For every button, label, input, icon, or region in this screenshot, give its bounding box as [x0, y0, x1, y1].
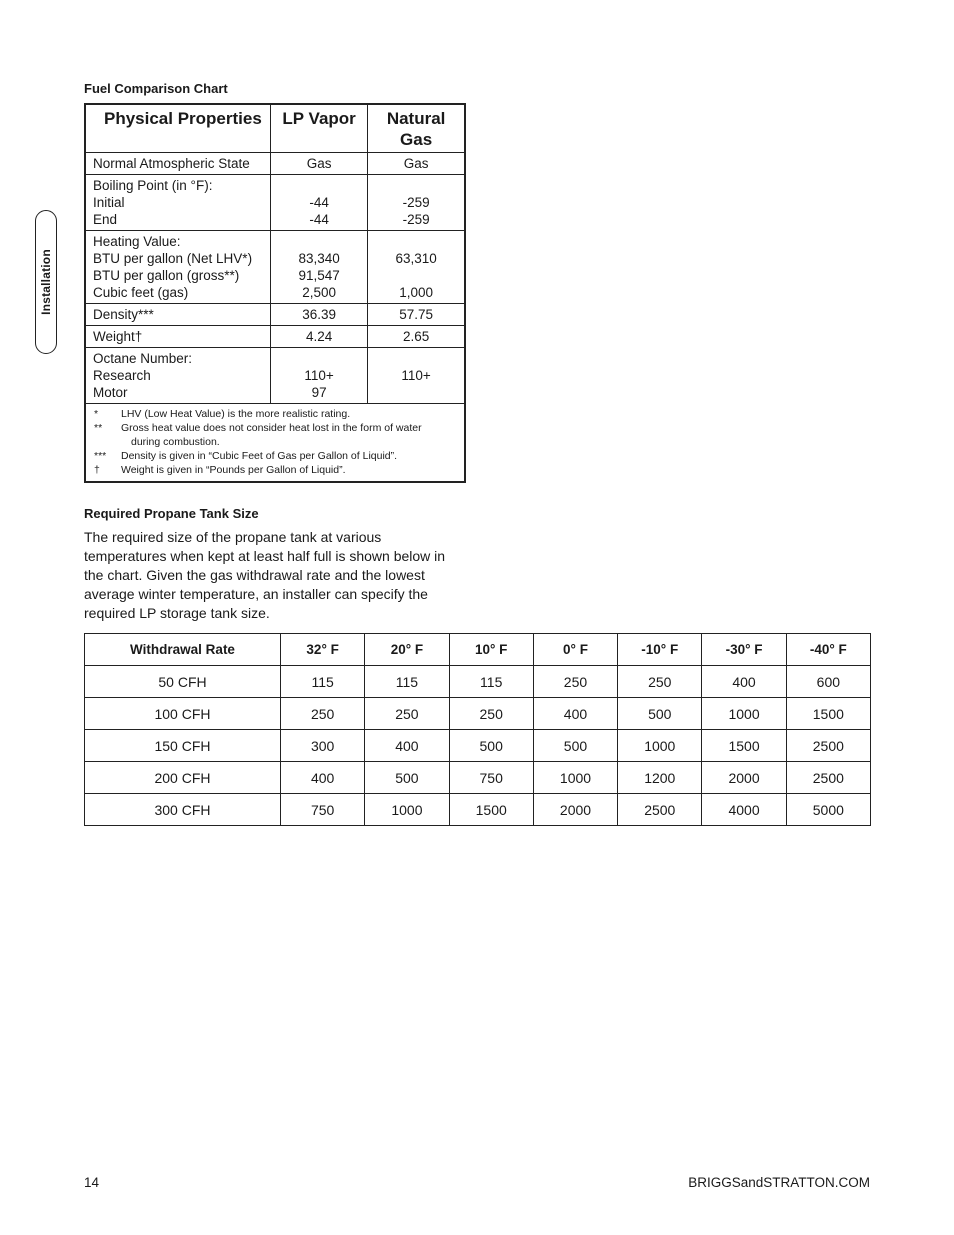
tank-size-cell: 400: [281, 762, 365, 794]
cell-line: 110+: [401, 368, 431, 383]
cell-line: Heating Value:: [93, 234, 181, 249]
cell-line: [368, 177, 464, 194]
ng-value-cell: [368, 153, 465, 175]
tank-size-cell: 500: [365, 762, 449, 794]
tank-size-cell: 1500: [702, 730, 786, 762]
tank-size-cell: 2500: [618, 794, 702, 826]
footnote: [94, 435, 458, 449]
tank-table-row: [85, 794, 871, 826]
footnote: [94, 421, 458, 435]
lp-value-cell: [270, 304, 367, 326]
cell-line: Initial: [93, 195, 125, 210]
cell-line: 2,500: [302, 285, 336, 300]
property-cell: [85, 348, 270, 404]
property-cell: [85, 304, 270, 326]
ng-value-cell: [368, 304, 465, 326]
tank-size-cell: 2000: [533, 794, 617, 826]
fuel-table-row: [85, 175, 465, 231]
cell-line: [271, 350, 367, 367]
tank-size-cell: 750: [281, 794, 365, 826]
tank-size-cell: 250: [449, 698, 533, 730]
cell-line: 63,310: [395, 251, 437, 266]
tank-size-cell: 1500: [786, 698, 870, 730]
tank-size-cell: 2500: [786, 762, 870, 794]
property-cell: [85, 153, 270, 175]
property-cell: [85, 231, 270, 304]
tank-size-cell: 500: [449, 730, 533, 762]
cell-line: 2.65: [402, 329, 430, 344]
withdrawal-rate-cell: 150 CFH: [85, 730, 281, 762]
lp-value-cell: [270, 153, 367, 175]
footnotes-row: [85, 404, 465, 483]
cell-line: 57.75: [399, 307, 434, 322]
tank-size-cell: 1200: [618, 762, 702, 794]
tank-table-header-row: [85, 634, 871, 666]
ng-value-cell: [368, 175, 465, 231]
tank-header-cell: 32° F: [281, 634, 365, 666]
cell-line: Gas: [306, 156, 332, 171]
cell-line: Weight†: [93, 329, 143, 344]
tank-size-cell: 5000: [786, 794, 870, 826]
cell-line: 1,000: [399, 285, 434, 300]
tank-header-cell: -30° F: [702, 634, 786, 666]
tank-header-cell: 0° F: [533, 634, 617, 666]
page-number: 14: [84, 1175, 100, 1190]
tank-header-cell: Withdrawal Rate: [85, 634, 281, 666]
cell-line: [368, 233, 464, 250]
tank-size-cell: 400: [533, 698, 617, 730]
cell-line: [368, 384, 464, 401]
lp-value-cell: [270, 231, 367, 304]
tank-table-row: [85, 698, 871, 730]
cell-line: 4.24: [305, 329, 333, 344]
footnote-mark: *: [94, 408, 99, 420]
tank-size-cell: 115: [281, 666, 365, 698]
cell-line: 36.39: [302, 307, 336, 322]
footnote-mark: ***: [94, 450, 107, 462]
cell-line: [368, 267, 464, 284]
tank-table-row: [85, 666, 871, 698]
tank-size-cell: 115: [365, 666, 449, 698]
tank-size-cell: 500: [618, 698, 702, 730]
fuel-header-cell: Natural Gas: [368, 104, 465, 153]
cell-line: Cubic feet (gas): [93, 285, 189, 300]
fuel-table-row: [85, 304, 465, 326]
ng-value-cell: [368, 231, 465, 304]
cell-line: 110+: [304, 368, 334, 383]
tank-size-cell: 2500: [786, 730, 870, 762]
property-cell: [85, 326, 270, 348]
footnote: [94, 449, 458, 463]
fuel-comparison-table: [84, 103, 466, 483]
withdrawal-rate-cell: 200 CFH: [85, 762, 281, 794]
footnote-text: Density is given in “Cubic Feet of Gas per Gallon of Liquid”.: [121, 450, 398, 462]
fuel-table-header-row: [85, 104, 465, 153]
cell-line: [271, 233, 367, 250]
withdrawal-rate-cell: 50 CFH: [85, 666, 281, 698]
fuel-table-row: [85, 348, 465, 404]
cell-line: End: [93, 212, 118, 227]
cell-line: Density***: [93, 307, 154, 322]
lp-value-cell: [270, 348, 367, 404]
cell-line: 97: [311, 385, 327, 400]
tank-size-cell: 250: [618, 666, 702, 698]
cell-line: 91,547: [298, 268, 340, 283]
side-tab-label: Installation: [39, 249, 53, 315]
footnote-mark: †: [94, 464, 100, 476]
fuel-table-row: [85, 326, 465, 348]
cell-line: 83,340: [298, 251, 340, 266]
footnote-text: Gross heat value does not consider heat lost in the form of water: [121, 422, 422, 434]
withdrawal-rate-cell: 100 CFH: [85, 698, 281, 730]
tank-size-cell: 1000: [533, 762, 617, 794]
tank-size-cell: 600: [786, 666, 870, 698]
footnote-text: LHV (Low Heat Value) is the more realistic rating.: [121, 408, 351, 420]
tank-size-cell: 2000: [702, 762, 786, 794]
tank-header-cell: -10° F: [618, 634, 702, 666]
tank-size-cell: 115: [449, 666, 533, 698]
fuel-table-row: [85, 153, 465, 175]
cell-line: -259: [402, 212, 430, 227]
fuel-table-row: [85, 231, 465, 304]
cell-line: -259: [402, 195, 430, 210]
tank-size-cell: 1000: [702, 698, 786, 730]
footnote-mark: **: [94, 422, 103, 434]
fuel-header-cell: Physical Properties: [85, 104, 270, 153]
ng-value-cell: [368, 348, 465, 404]
tank-size-cell: 250: [365, 698, 449, 730]
cell-line: -44: [309, 212, 329, 227]
ng-value-cell: [368, 326, 465, 348]
property-cell: [85, 175, 270, 231]
tank-size-cell: 4000: [702, 794, 786, 826]
cell-line: Research: [93, 368, 151, 383]
website-url: BRIGGSandSTRATTON.COM: [688, 1175, 870, 1190]
cell-line: BTU per gallon (gross**): [93, 268, 240, 283]
cell-line: BTU per gallon (Net LHV*): [93, 251, 253, 266]
tank-size-cell: 250: [533, 666, 617, 698]
tank-table-row: [85, 730, 871, 762]
withdrawal-rate-cell: 300 CFH: [85, 794, 281, 826]
fuel-chart-title: Fuel Comparison Chart: [84, 81, 228, 96]
tank-description: The required size of the propane tank at various temperatures when kept at least half full is shown below in the chart. Given the gas withdrawal rate and the lowest average winter temperature, an installer can specify the required LP storage tank size.: [84, 529, 446, 621]
footnote-text: during combustion.: [131, 436, 220, 448]
section-side-tab: [35, 210, 57, 354]
tank-size-cell: 300: [281, 730, 365, 762]
footnote: [94, 407, 458, 421]
lp-value-cell: [270, 175, 367, 231]
tank-header-cell: 20° F: [365, 634, 449, 666]
tank-section-title: Required Propane Tank Size: [84, 506, 259, 521]
cell-line: [368, 350, 464, 367]
tank-header-cell: -40° F: [786, 634, 870, 666]
cell-line: Normal Atmospheric State: [93, 156, 250, 171]
tank-size-cell: 1500: [449, 794, 533, 826]
cell-line: Boiling Point (in °F):: [93, 178, 213, 193]
cell-line: Motor: [93, 385, 128, 400]
tank-size-cell: 750: [449, 762, 533, 794]
propane-tank-size-table: [84, 633, 871, 826]
footnotes-cell: [85, 404, 465, 483]
footnote-text: Weight is given in “Pounds per Gallon of Liquid”.: [121, 464, 346, 476]
tank-size-cell: 250: [281, 698, 365, 730]
cell-line: Octane Number:: [93, 351, 193, 366]
footnote: [94, 463, 458, 477]
cell-line: [271, 177, 367, 194]
tank-size-cell: 1000: [365, 794, 449, 826]
cell-line: Gas: [403, 156, 429, 171]
tank-size-cell: 1000: [618, 730, 702, 762]
tank-size-cell: 400: [365, 730, 449, 762]
tank-table-row: [85, 762, 871, 794]
tank-size-cell: 400: [702, 666, 786, 698]
tank-size-cell: 500: [533, 730, 617, 762]
tank-header-cell: 10° F: [449, 634, 533, 666]
lp-value-cell: [270, 326, 367, 348]
fuel-header-cell: LP Vapor: [270, 104, 367, 153]
cell-line: -44: [309, 195, 329, 210]
